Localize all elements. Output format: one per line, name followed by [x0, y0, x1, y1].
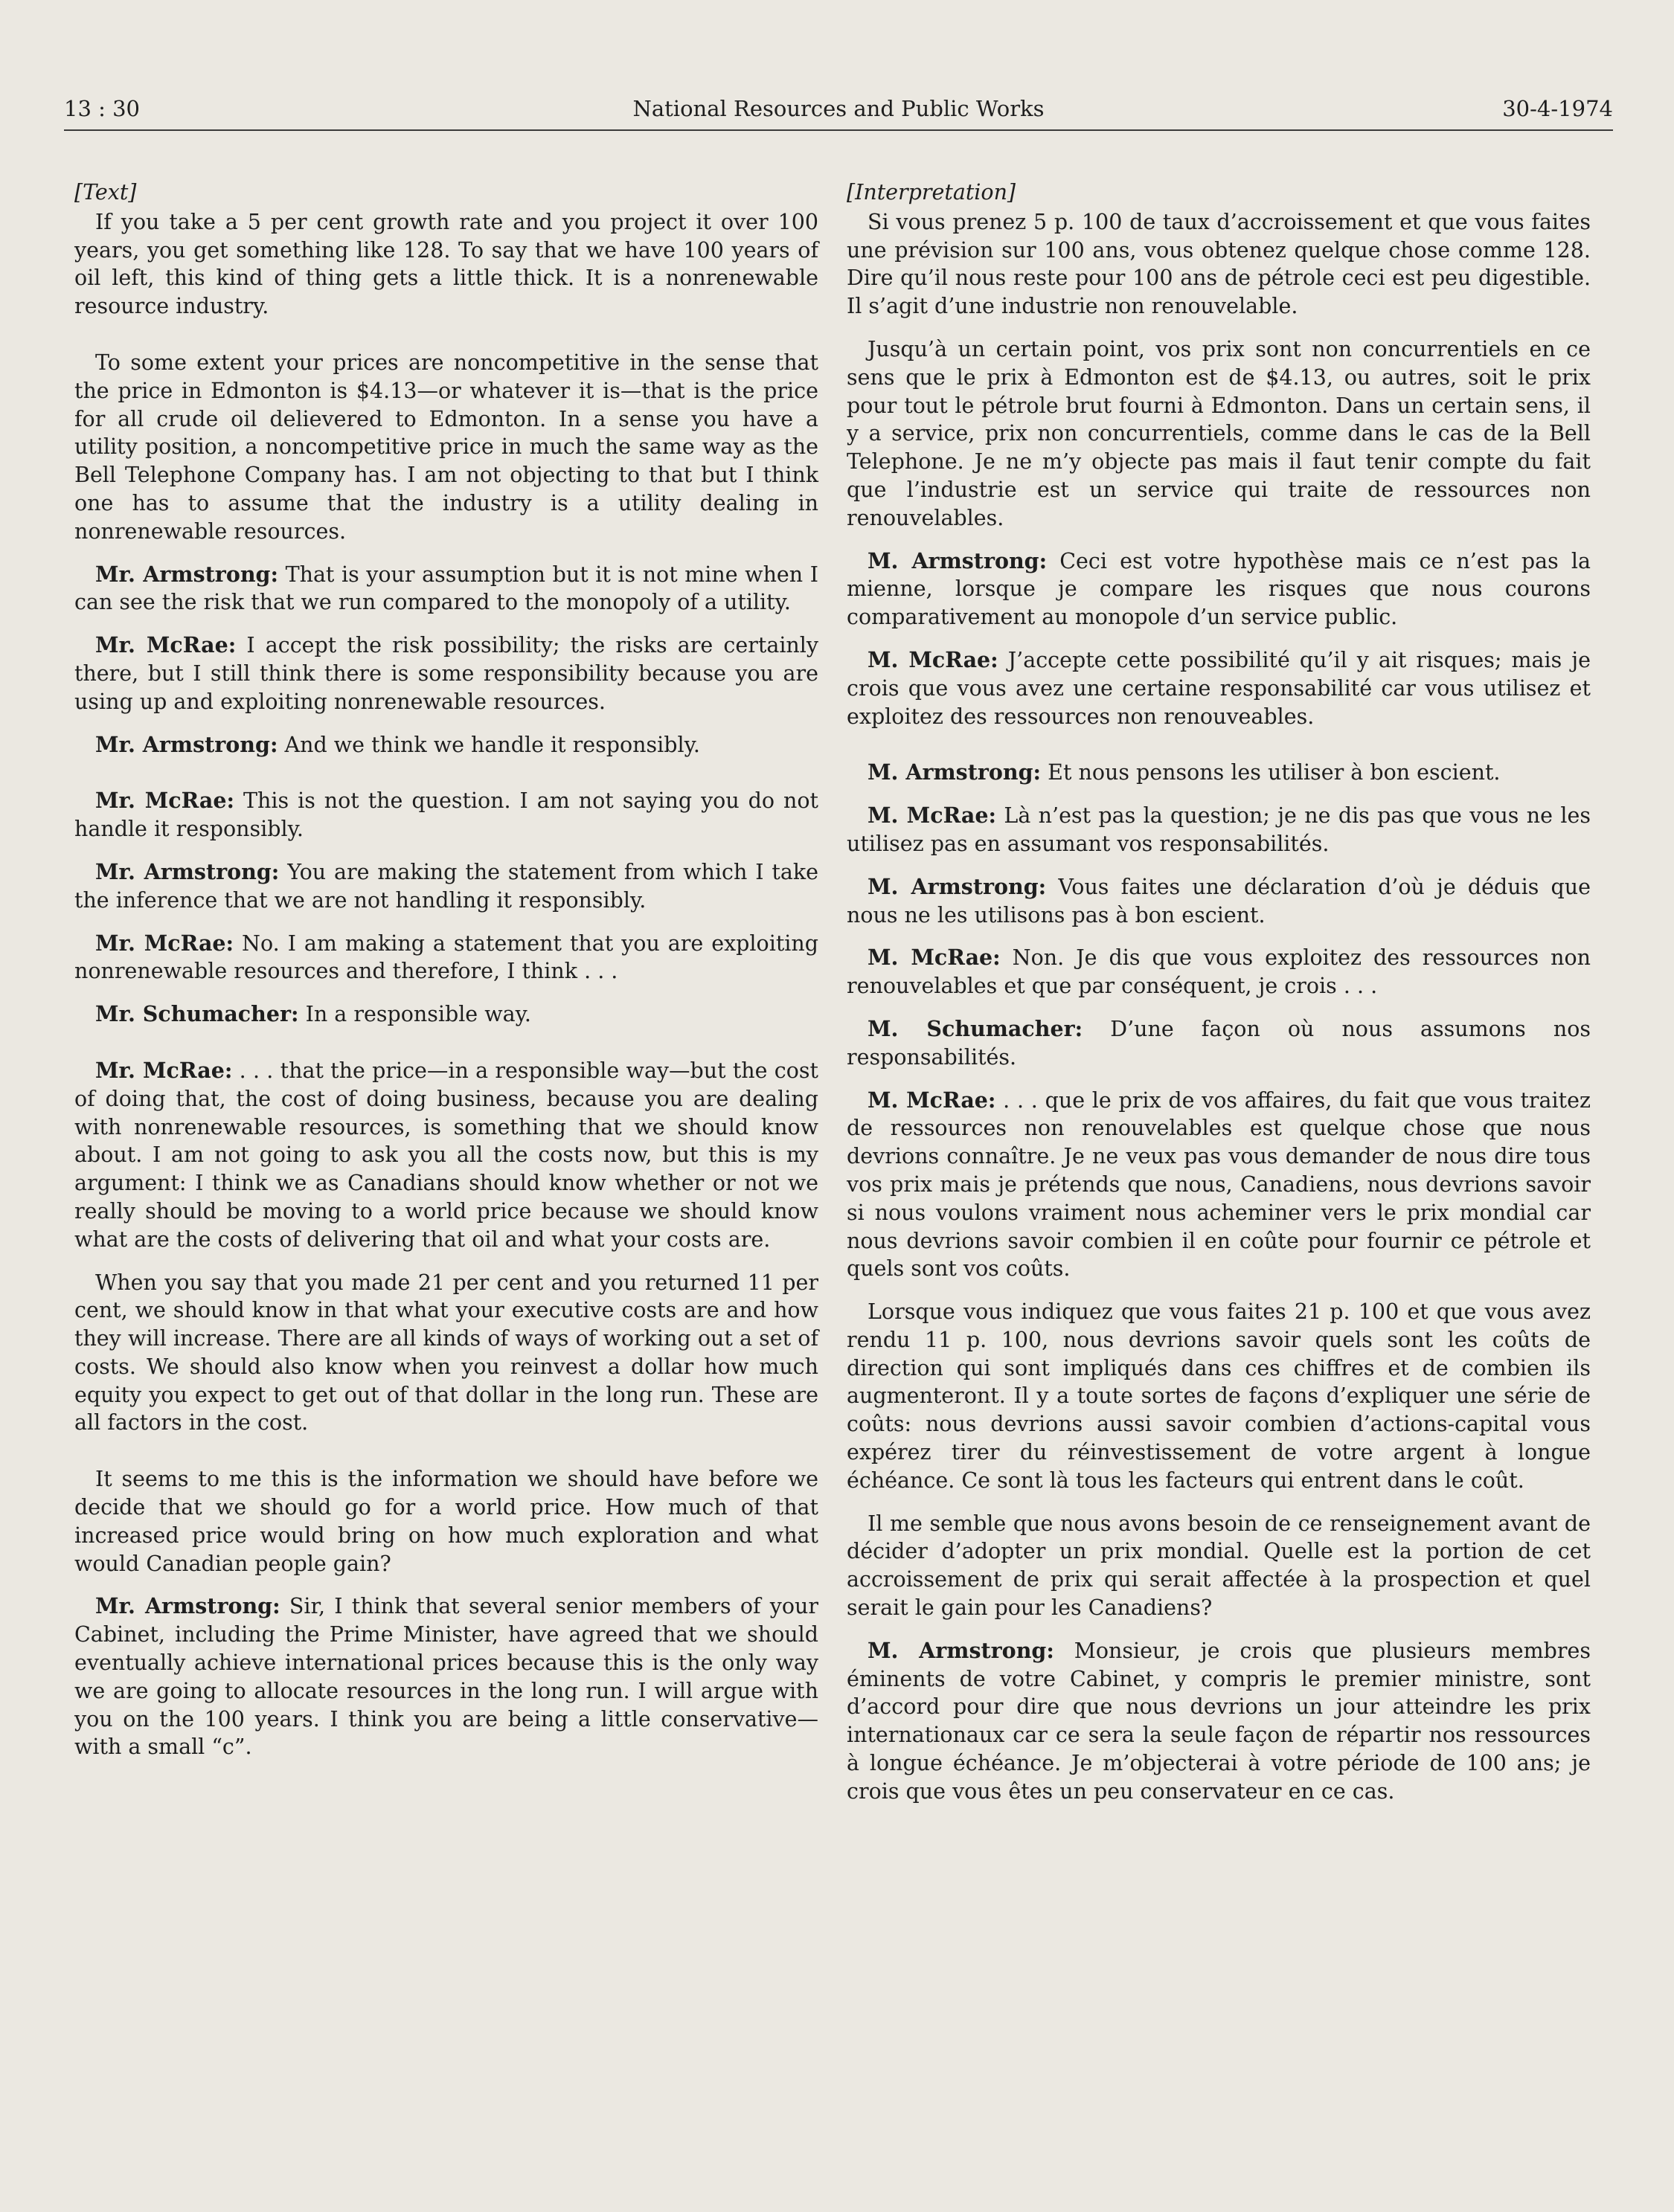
- page-header: [64, 91, 1613, 131]
- speaker-paragraph: Mr. McRae: No. I am making a statement that you are exploiting nonrenewable resources and therefore, I think . . .: [74, 930, 818, 984]
- speaker-name: Mr. Schumacher:: [95, 1001, 299, 1027]
- speaker-name: M. Armstrong:: [868, 1637, 1054, 1663]
- paragraph: Si vous prenez 5 p. 100 de taux d’accroissement et que vous faites une prévision sur 100 ans, vous obtenez quelque chose comme 128. Dire qu’il nous reste pour 100 ans de pétrole ceci est peu digestible. Il s’agit d’une industrie non renouvelable.: [847, 209, 1591, 319]
- speaker-name: Mr. McRae:: [95, 930, 234, 956]
- speaker-paragraph: Mr. Armstrong: That is your assumption but it is not mine when I can see the risk that we run compared to the monopoly of a utility.: [74, 561, 818, 615]
- speaker-name: Mr. Armstrong:: [95, 561, 278, 587]
- speaker-name: Mr. Armstrong:: [95, 858, 280, 884]
- paragraph: When you say that you made 21 per cent and you returned 11 per cent, we should know in that what your executive costs are and how they will increase. There are all kinds of ways of working out a set of costs. We should also know when you reinvest a dollar how much equity you expect to get out of that dollar in the long run. These are all factors in the cost.: [74, 1270, 818, 1435]
- sitting-date: 30-4-1974: [1502, 96, 1613, 121]
- speaker-name: M. Schumacher:: [868, 1015, 1083, 1041]
- speaker-paragraph: Mr. Schumacher: In a responsible way.: [95, 1001, 531, 1027]
- speaker-paragraph: M. Armstrong: Monsieur, je crois que plusieurs membres éminents de votre Cabinet, y compris le premier ministre, sont d’accord pour dire que nous devrions un jour atteindre les prix internationaux car ce sera la seule façon de répartir nos ressources à longue échéance. Je m’objecterai à votre période de 100 ans; je crois que vous êtes un peu conservateur en ce cas.: [847, 1637, 1591, 1804]
- english-column: [74, 179, 818, 1761]
- speaker-name: M. Armstrong:: [868, 873, 1047, 899]
- speaker-name: Mr. Armstrong:: [95, 731, 278, 757]
- paragraph: To some extent your prices are noncompetitive in the sense that the price in Edmonton is $4.13—or whatever it is—that is the price for all crude oil delievered to Edmonton. In a sense you have a utility position, a noncompetitive price in much the same way as the Bell Telephone Company has. I am not objecting to that but I think one has to assume that the industry is a utility dealing in nonrenewable resources.: [74, 350, 818, 544]
- speaker-paragraph: Mr. McRae: . . . that the price—in a responsible way—but the cost of doing that, the cost of doing business, because you are dealing with nonrenewable resources, is something that we should know about. I am not going to ask you all the costs now, but this is my argument: I think we as Canadians should know whether or not we really should be moving to a world price because we should know what are the costs of delivering that oil and what your costs are.: [74, 1057, 819, 1252]
- speaker-paragraph: M. Armstrong: Ceci est votre hypothèse mais ce n’est pas la mienne, lorsque je compare les risques que nous courons comparativement au monopole d’un service public.: [847, 547, 1591, 630]
- french-column: [847, 179, 1591, 1806]
- speaker-paragraph: Mr. McRae: I accept the risk possibility; the risks are certainly there, but I still think there is some responsibility because you are using up and exploiting nonrenewable resources.: [74, 632, 818, 714]
- speaker-name: Mr. Armstrong:: [95, 1593, 280, 1619]
- paragraph: If you take a 5 per cent growth rate and you project it over 100 years, you get something like 128. To say that we have 100 years of oil left, this kind of thing gets a little thick. It is a nonrenewable resource industry.: [74, 209, 818, 319]
- speaker-paragraph: M. Armstrong: Vous faites une déclaration d’où je déduis que nous ne les utilisons pas à bon escient.: [847, 873, 1591, 927]
- speaker-paragraph: M. McRae: J’accepte cette possibilité qu’il y ait risques; mais je crois que vous avez une certaine responsabilité car vous utilisez et exploitez des ressources non renouveables.: [847, 646, 1591, 729]
- speaker-paragraph: M. McRae: . . . que le prix de vos affaires, du fait que vous traitez de ressources non renouvelables est quelque chose que nous devrions connaître. Je ne veux pas vous demander de nous dire tous vos prix mais je prétends que nous, Canadiens, nous devrions savoir si nous voulons vraiment nous acheminer vers le prix mondial car nous devrions savoir combien il en coûte pour fournir ce pétrole et quels sont vos coûts.: [847, 1087, 1591, 1282]
- paragraph: It seems to me this is the information we should have before we decide that we should go for a world price. How much of that increased price would bring on how much exploration and what would Canadian people gain?: [74, 1467, 818, 1576]
- paragraph: Jusqu’à un certain point, vos prix sont non concurrentiels en ce sens que le prix à Edmonton est de $4.13, ou autres, soit le prix pour tout le pétrole brut fourni à Edmonton. Dans un certain sens, il y a service, prix non concurrentiels, comme dans le cas de la Bell Telephone. Je ne m’y objecte pas mais il faut tenir compte du fait que l’industrie est un service qui traite de ressources non renouvelables.: [847, 336, 1591, 530]
- speaker-name: M. McRae:: [868, 1087, 996, 1113]
- speaker-paragraph: M. McRae: Là n’est pas la question; je ne dis pas que vous ne les utilisez pas en assumant vos responsabilités.: [847, 803, 1591, 856]
- section-label: [Interpretation]: [847, 180, 1016, 205]
- speaker-name: Mr. McRae:: [95, 788, 235, 814]
- speaker-name: M. McRae:: [868, 646, 998, 672]
- page-number: 13 : 30: [64, 96, 141, 121]
- section-label: [Text]: [74, 180, 137, 205]
- speaker-paragraph: M. McRae: Non. Je dis que vous exploitez des ressources non renouvelables et que par conséquent, je crois . . .: [847, 945, 1591, 999]
- running-title: National Resources and Public Works: [632, 96, 1045, 121]
- speaker-paragraph: Mr. Armstrong: You are making the statement from which I take the inference that we are not handling it responsibly.: [74, 858, 818, 913]
- speaker-paragraph: M. Schumacher: D’une façon où nous assumons nos responsabilités.: [847, 1015, 1591, 1070]
- speaker-name: M. Armstrong:: [868, 547, 1048, 573]
- speaker-paragraph: M. Armstrong: Et nous pensons les utiliser à bon escient.: [868, 759, 1501, 785]
- speaker-name: Mr. McRae:: [95, 1057, 233, 1083]
- speaker-name: M. McRae:: [868, 945, 1001, 971]
- speaker-name: M. McRae:: [868, 803, 997, 829]
- paragraph: Il me semble que nous avons besoin de ce renseignement avant de décider d’adopter un prix mondial. Quelle est la portion de cet accroissement de prix qui serait affectée à la prospection et quel serait le gain pour les Canadiens?: [847, 1511, 1591, 1621]
- speaker-paragraph: Mr. Armstrong: And we think we handle it responsibly.: [95, 731, 700, 757]
- speaker-name: Mr. McRae:: [95, 632, 237, 658]
- speaker-paragraph: Mr. McRae: This is not the question. I am not saying you do not handle it responsibly.: [74, 788, 818, 842]
- speaker-paragraph: Mr. Armstrong: Sir, I think that several senior members of your Cabinet, including the Prime Minister, have agreed that we should eventually achieve international prices because this is the only way we are going to allocate resources in the long run. I will argue with you on the 100 years. I think you are being a little conservative—with a small “c”.: [74, 1593, 818, 1760]
- speaker-name: M. Armstrong:: [868, 759, 1042, 785]
- paragraph: Lorsque vous indiquez que vous faites 21 p. 100 et que vous avez rendu 11 p. 100, nous devrions savoir quels sont les coûts de direction qui sont impliqués dans ces chiffres et de combien ils augmenteront. Il y a toute sortes de façons d’expliquer une série de coûts: nous devrions aussi savoir combien d’actions-capital vous expérez tirer du réinvestissement de votre argent à longue échéance. Ce sont là tous les facteurs qui entrent dans le coût.: [847, 1299, 1591, 1493]
